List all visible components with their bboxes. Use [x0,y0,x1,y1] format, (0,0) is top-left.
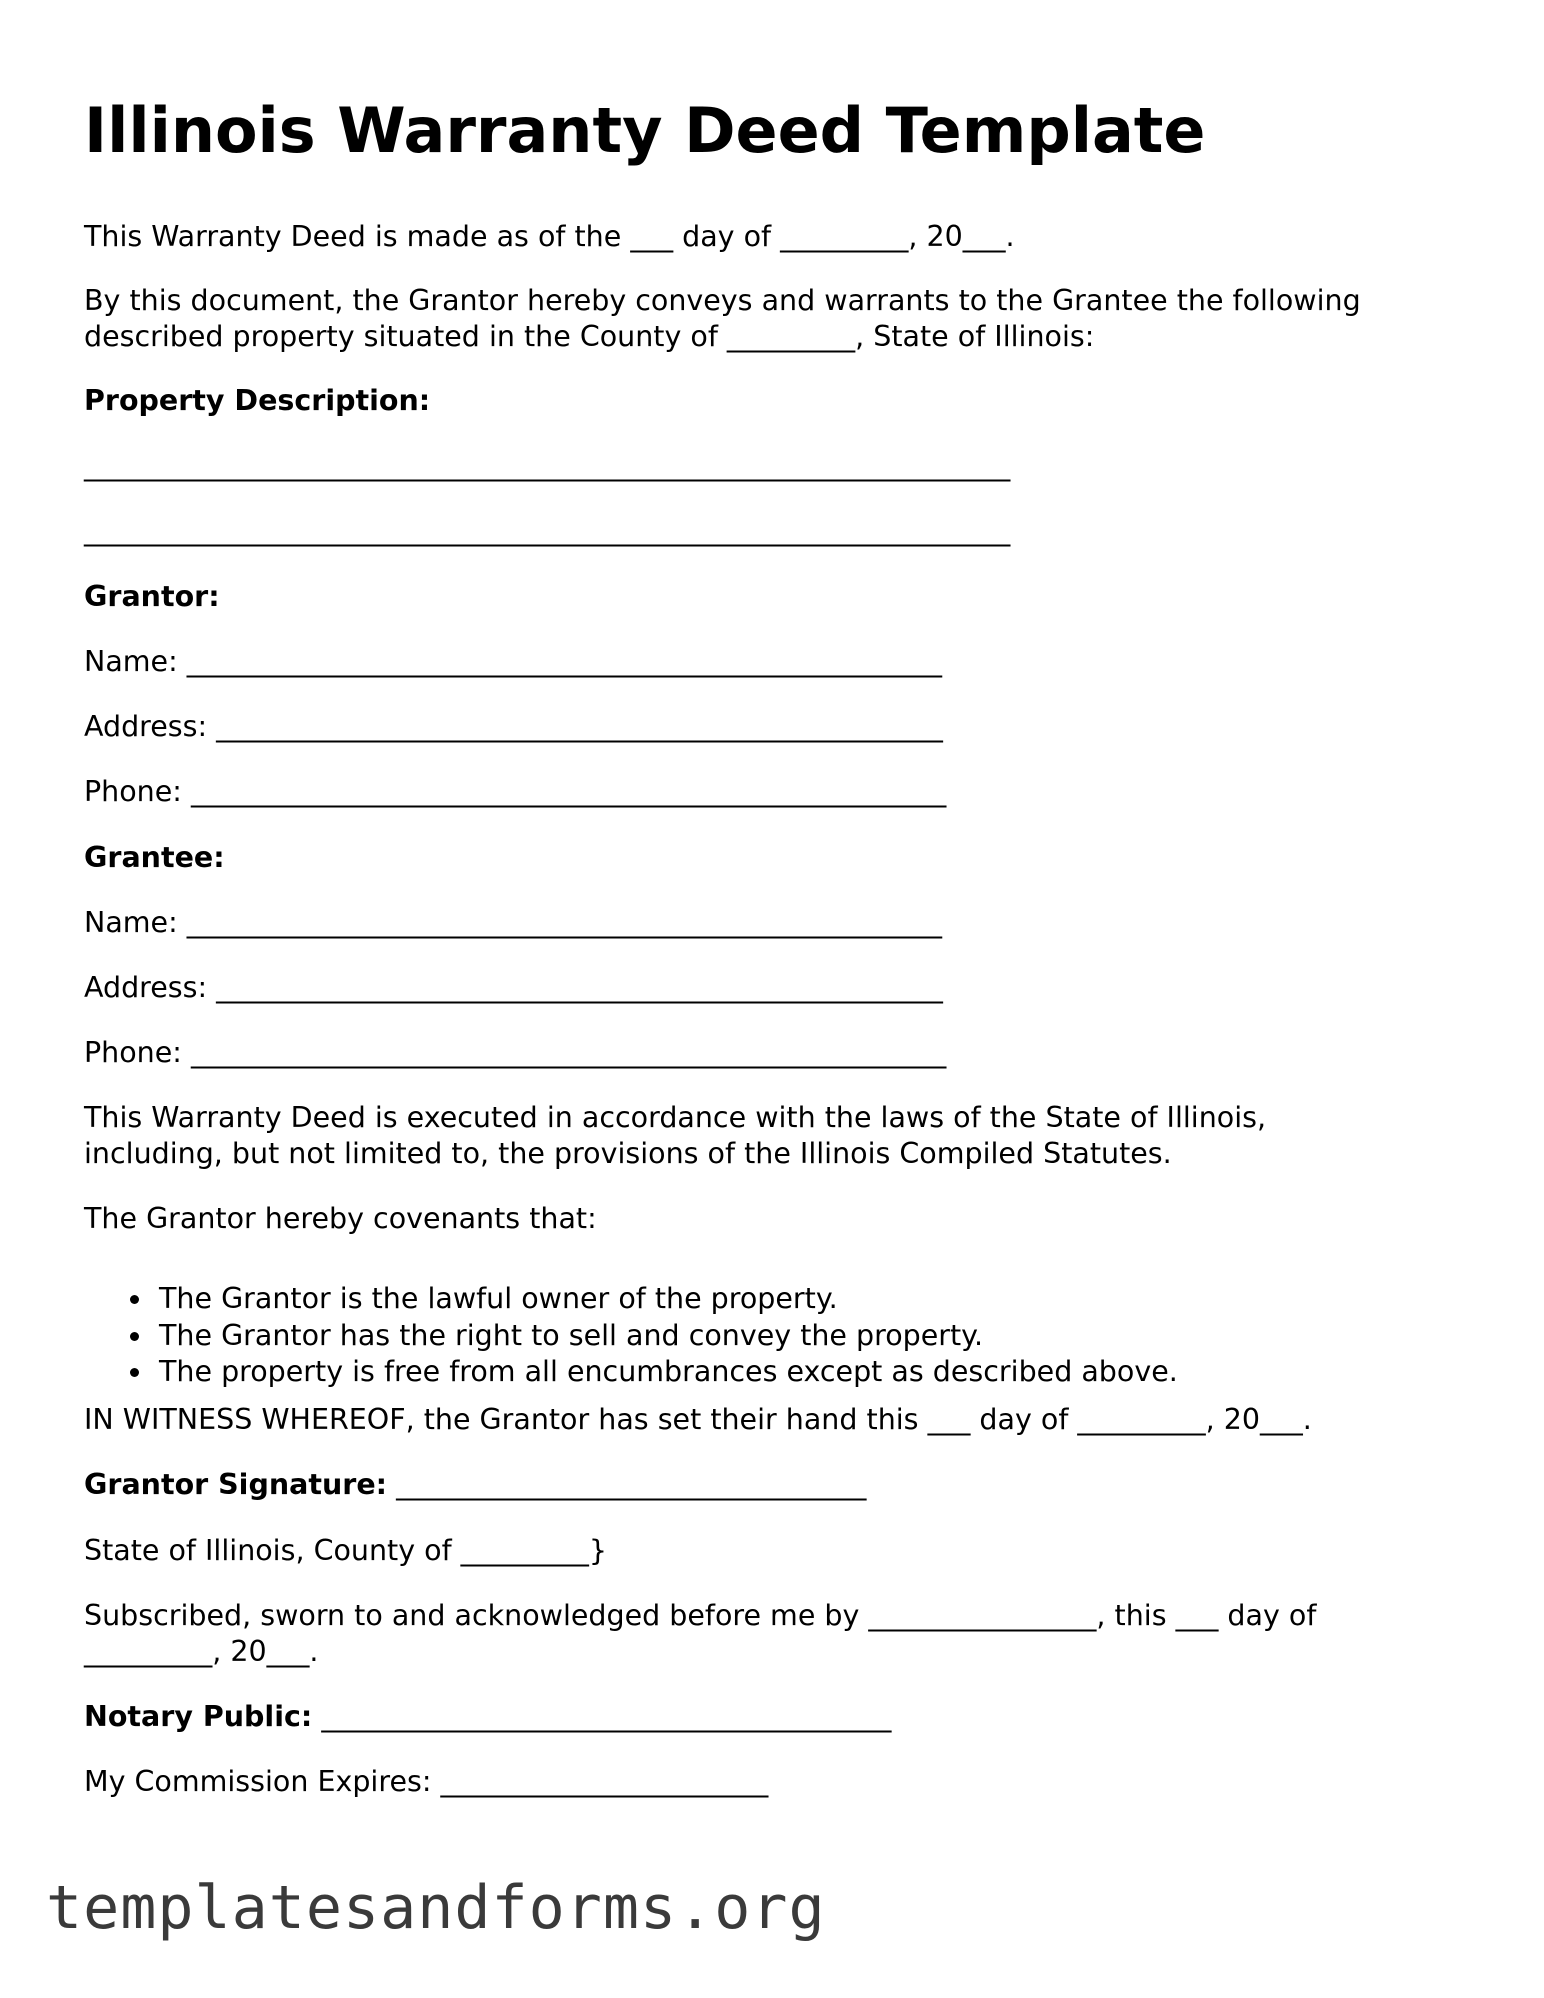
watermark: templatesandforms.org [46,1873,826,1943]
witness-text: IN WITNESS WHEREOF, the Grantor has set their hand this ___ day of _________, 20___. [84,1403,1312,1436]
covenant-item: The Grantor has the right to sell and convey the property. [159,1318,1178,1355]
notary-public-label: Notary Public: [84,1700,313,1733]
grantee-name-field: Name: _____________________________________________________ [84,906,942,939]
covenant-item: The Grantor is the lawful owner of the property. [159,1281,1178,1318]
grantor-heading: Grantor: [84,580,220,613]
property-description-heading: Property Description: [84,384,431,417]
laws-text-line-1: This Warranty Deed is executed in accordance with the laws of the State of Illinois, [84,1101,1267,1134]
state-county-text: State of Illinois, County of _________} [84,1534,608,1567]
grantor-phone-field: Phone: _____________________________________________________ [84,775,947,808]
subscribed-text-line-1: Subscribed, sworn to and acknowledged before me by ________________, this ___ day of [84,1599,1317,1632]
notary-public-line [84,1699,891,1735]
subscribed-text-line-2: _________, 20___. [84,1635,319,1668]
covenant-item: The property is free from all encumbrances except as described above. [159,1354,1178,1391]
grantor-address-field: Address: ___________________________________________________ [84,710,943,743]
grantor-signature-label: Grantor Signature: [84,1468,388,1501]
property-description-blank-1: _________________________________________________________________ [84,449,1011,482]
grantee-address-field: Address: ___________________________________________________ [84,971,943,1004]
page-title: Illinois Warranty Deed Template [84,94,1206,167]
grantee-heading: Grantee: [84,841,225,874]
covenants-intro: The Grantor hereby covenants that: [84,1202,597,1235]
intro-date-text: This Warranty Deed is made as of the ___ day of _________, 20___. [84,220,1015,253]
grantor-signature-line [84,1467,866,1503]
covenants-list [84,1281,1178,1391]
grantor-signature-blank: _________________________________ [387,1468,867,1501]
conveyance-text-line-1: By this document, the Grantor hereby conveys and warrants to the Grantee the following [84,284,1361,317]
laws-text-line-2: including, but not limited to, the provisions of the Illinois Compiled Statutes. [84,1137,1172,1170]
grantee-phone-field: Phone: _____________________________________________________ [84,1036,947,1069]
conveyance-text-line-2: described property situated in the County of _________, State of Illinois: [84,320,1095,353]
property-description-blank-2: _________________________________________________________________ [84,514,1011,547]
notary-public-blank: ________________________________________ [312,1700,892,1733]
commission-expires-text: My Commission Expires: _______________________ [84,1765,769,1798]
grantor-name-field: Name: _____________________________________________________ [84,645,942,678]
